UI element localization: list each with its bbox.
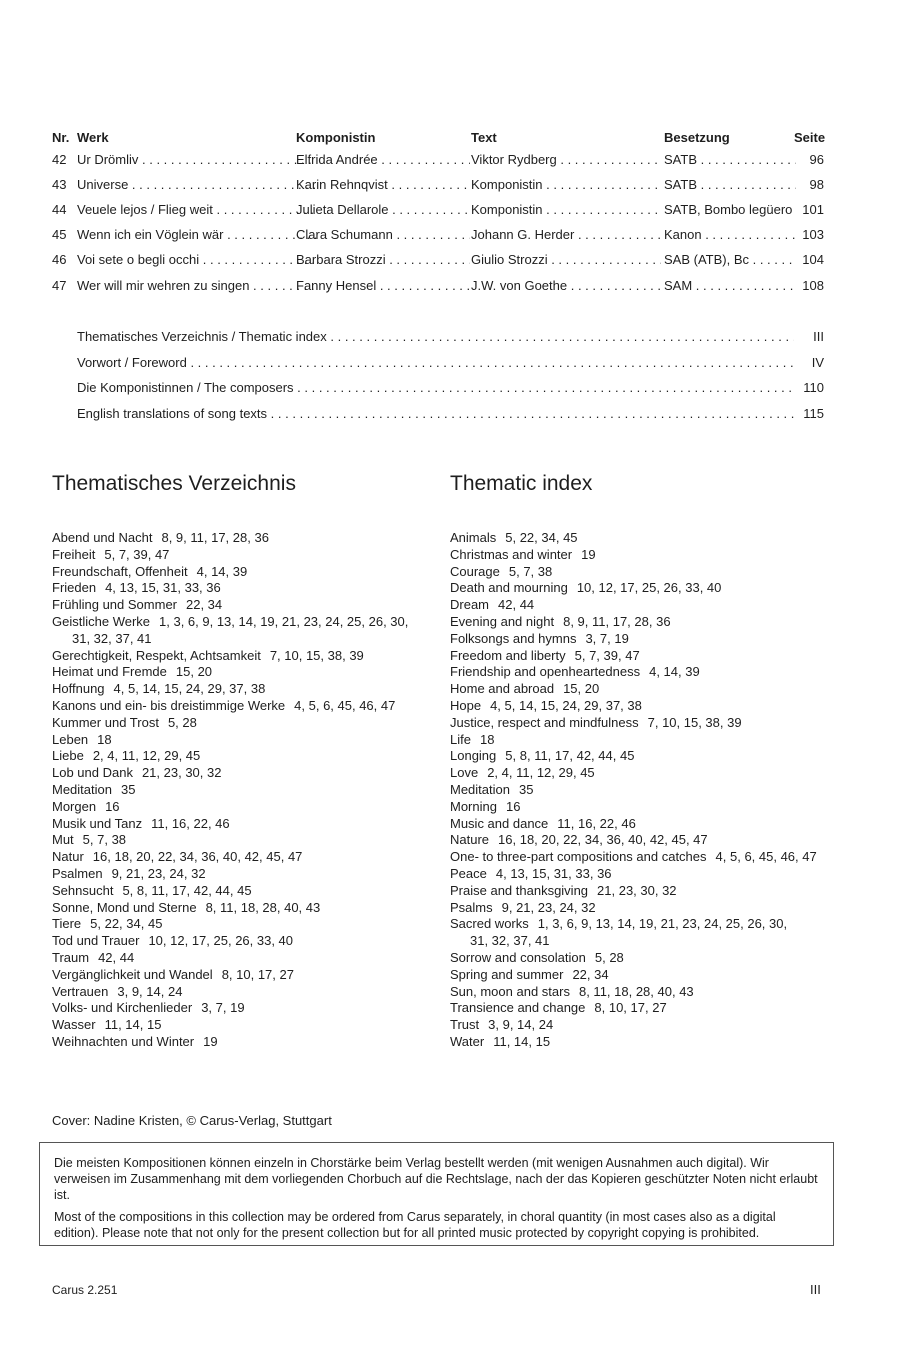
index-pages: 8, 10, 17, 27 bbox=[594, 1000, 667, 1016]
extra-label: English translations of song texts . . . bbox=[77, 405, 799, 423]
index-pages: 5, 22, 34, 45 bbox=[90, 916, 163, 932]
row-text: Johann G. Herder . . . bbox=[471, 226, 661, 244]
index-en-title: Thematic index bbox=[450, 472, 593, 495]
index-pages: 3, 9, 14, 24 bbox=[117, 983, 183, 999]
index-term: Morning bbox=[450, 798, 497, 814]
index-pages: 11, 14, 15 bbox=[493, 1033, 551, 1049]
index-entry bbox=[52, 832, 442, 849]
index-entry bbox=[450, 832, 840, 849]
index-pages: 5, 28 bbox=[594, 949, 624, 965]
index-de-list bbox=[52, 530, 442, 1051]
index-pages: 11, 14, 15 bbox=[104, 1017, 162, 1033]
extra-page: 115 bbox=[794, 405, 824, 423]
contents-extra-row bbox=[77, 328, 824, 348]
notice-de: Die meisten Kompositionen können einzeln in Chorstärke beim Verlag bestellt werden (mit wenigen Ausnahmen auch digital). Wir verweisen im Zusammenhang mit dem vorliegenden Chorbuch auf die Rechtslage, nach der das Kopieren geschützter Noten nicht erlaubt ist. bbox=[54, 1156, 818, 1202]
index-entry bbox=[450, 732, 840, 749]
row-seite: 101 bbox=[796, 201, 824, 219]
index-entry bbox=[52, 715, 442, 732]
index-pages: 35 bbox=[120, 781, 136, 797]
index-entry bbox=[52, 1017, 442, 1034]
index-term: Life bbox=[450, 731, 471, 747]
index-entry bbox=[450, 530, 840, 547]
header-text: Text bbox=[471, 130, 497, 145]
index-term: Meditation bbox=[450, 781, 510, 797]
index-term: Sorrow and consolation bbox=[450, 949, 586, 965]
row-nr: 46 bbox=[52, 252, 67, 267]
footer-catalog: Carus 2.251 bbox=[52, 1283, 118, 1297]
index-term: Freiheit bbox=[52, 546, 96, 562]
index-entry bbox=[450, 950, 840, 967]
index-entry bbox=[450, 715, 840, 732]
index-term: Friendship and openheartedness bbox=[450, 664, 641, 680]
index-term: Vertrauen bbox=[52, 983, 109, 999]
row-seite: 98 bbox=[796, 176, 824, 194]
index-entry bbox=[450, 1000, 840, 1017]
index-entry bbox=[52, 883, 442, 900]
index-pages: 35 bbox=[518, 781, 534, 797]
copyright-notice bbox=[39, 1142, 834, 1246]
index-entry bbox=[52, 916, 442, 933]
row-komponistin: Karin Rehnqvist . . . bbox=[296, 176, 470, 194]
index-pages-continued: 31, 32, 37, 41 bbox=[72, 630, 152, 646]
extra-page: III bbox=[794, 328, 824, 346]
index-pages: 5, 22, 34, 45 bbox=[505, 530, 578, 545]
index-pages: 4, 13, 15, 31, 33, 36 bbox=[105, 580, 221, 596]
index-pages: 11, 16, 22, 46 bbox=[557, 815, 636, 831]
index-entry bbox=[450, 748, 840, 765]
contents-row bbox=[52, 226, 824, 246]
index-term: Vergänglichkeit und Wandel bbox=[52, 966, 213, 982]
index-term: Gerechtigkeit, Respekt, Achtsamkeit bbox=[52, 647, 261, 663]
extra-label: Thematisches Verzeichnis / Thematic index . . . bbox=[77, 328, 799, 346]
index-term: Death and mourning bbox=[450, 580, 568, 596]
index-term: Meditation bbox=[52, 781, 112, 797]
index-entry bbox=[450, 614, 840, 631]
index-entry bbox=[450, 883, 840, 900]
row-komponistin: Clara Schumann . . . bbox=[296, 226, 470, 244]
index-pages: 16, 18, 20, 22, 34, 36, 40, 42, 45, 47 bbox=[92, 849, 303, 865]
index-entry bbox=[450, 866, 840, 883]
index-pages: 3, 7, 19 bbox=[201, 1000, 245, 1016]
index-entry bbox=[52, 967, 442, 984]
index-term: Folksongs and hymns bbox=[450, 630, 577, 646]
index-pages: 16 bbox=[105, 798, 120, 814]
row-nr: 44 bbox=[52, 202, 67, 217]
index-entry bbox=[52, 580, 442, 597]
index-pages: 7, 10, 15, 38, 39 bbox=[269, 647, 364, 663]
index-term: Music and dance bbox=[450, 815, 549, 831]
index-entry bbox=[450, 648, 840, 665]
index-term: Tiere bbox=[52, 916, 82, 932]
index-en-list bbox=[450, 530, 840, 1051]
index-pages: 9, 21, 23, 24, 32 bbox=[501, 899, 596, 915]
index-entry bbox=[52, 748, 442, 765]
header-komponistin: Komponistin bbox=[296, 130, 376, 145]
index-pages: 5, 7, 39, 47 bbox=[574, 647, 640, 663]
index-pages: 1, 3, 6, 9, 13, 14, 19, 21, 23, 24, 25, 26, 30, bbox=[159, 613, 409, 629]
index-term: Lob und Dank bbox=[52, 765, 133, 781]
index-term: Abend und Nacht bbox=[52, 530, 153, 545]
contents-extra-row bbox=[77, 354, 824, 374]
row-text: Komponistin . . . bbox=[471, 176, 661, 194]
extra-page: IV bbox=[794, 354, 824, 372]
index-pages: 3, 7, 19 bbox=[585, 630, 629, 646]
contents-row bbox=[52, 176, 824, 196]
index-term: Evening and night bbox=[450, 613, 555, 629]
notice-en: Most of the compositions in this collection may be ordered from Carus separately, in choral quantity (in most cases also as a digital edition). Please note that not only for the present collection but for all printed music protected by copyright copying is prohibited. bbox=[54, 1210, 776, 1240]
index-entry bbox=[52, 681, 442, 698]
header-besetzung: Besetzung bbox=[664, 130, 730, 145]
index-entry bbox=[450, 849, 840, 866]
row-nr: 42 bbox=[52, 152, 67, 167]
index-entry bbox=[450, 698, 840, 715]
index-term: Kanons und ein- bis dreistimmige Werke bbox=[52, 697, 286, 713]
index-pages: 4, 5, 6, 45, 46, 47 bbox=[715, 849, 817, 865]
index-term: Sun, moon and stars bbox=[450, 983, 570, 999]
index-term: Animals bbox=[450, 530, 497, 545]
index-pages: 19 bbox=[581, 546, 596, 562]
index-pages: 22, 34 bbox=[186, 597, 223, 613]
index-entry bbox=[52, 816, 442, 833]
index-entry bbox=[450, 799, 840, 816]
index-term: Weihnachten und Winter bbox=[52, 1033, 195, 1049]
contents-row bbox=[52, 201, 824, 221]
index-pages: 5, 8, 11, 17, 42, 44, 45 bbox=[505, 748, 635, 764]
contents-extra-row bbox=[77, 405, 824, 425]
row-komponistin: Julieta Dellarole . . . bbox=[296, 201, 470, 219]
row-werk: Wenn ich ein Vöglein wär . . . bbox=[77, 226, 317, 244]
index-pages: 3, 9, 14, 24 bbox=[488, 1017, 554, 1033]
index-term: Geistliche Werke bbox=[52, 613, 151, 629]
index-entry bbox=[52, 1000, 442, 1017]
index-term: Sonne, Mond und Sterne bbox=[52, 899, 197, 915]
index-term: Freundschaft, Offenheit bbox=[52, 563, 188, 579]
index-term: Leben bbox=[52, 731, 89, 747]
index-pages: 42, 44 bbox=[98, 949, 135, 965]
index-term: Hoffnung bbox=[52, 681, 105, 697]
footer-page-number: III bbox=[810, 1282, 821, 1297]
index-pages: 11, 16, 22, 46 bbox=[151, 815, 230, 831]
index-term: Psalms bbox=[450, 899, 493, 915]
index-term: Volks- und Kirchenlieder bbox=[52, 1000, 193, 1016]
row-seite: 108 bbox=[796, 277, 824, 295]
row-besetzung: SATB, Bombo legüero bbox=[664, 202, 793, 217]
index-entry bbox=[450, 900, 840, 917]
row-seite: 96 bbox=[796, 151, 824, 169]
index-pages: 18 bbox=[97, 731, 112, 747]
index-pages: 4, 14, 39 bbox=[649, 664, 700, 680]
index-entry bbox=[450, 967, 840, 984]
row-nr: 43 bbox=[52, 177, 67, 192]
extra-label: Die Komponistinnen / The composers . . . bbox=[77, 379, 799, 397]
row-werk: Voi sete o begli occhi . . . bbox=[77, 251, 317, 269]
row-text: J.W. von Goethe . . . bbox=[471, 277, 661, 295]
index-entry bbox=[52, 547, 442, 564]
index-entry bbox=[52, 782, 442, 799]
index-term: Frühling und Sommer bbox=[52, 597, 177, 613]
row-text: Komponistin . . . bbox=[471, 201, 661, 219]
index-pages: 10, 12, 17, 25, 26, 33, 40 bbox=[576, 580, 722, 596]
index-term: Peace bbox=[450, 865, 487, 881]
index-term: Traum bbox=[52, 949, 90, 965]
row-text: Viktor Rydberg . . . bbox=[471, 151, 661, 169]
extra-label: Vorwort / Foreword . . . bbox=[77, 354, 799, 372]
cover-credit: Cover: Nadine Kristen, © Carus-Verlag, Stuttgart bbox=[52, 1113, 332, 1128]
index-pages: 9, 21, 23, 24, 32 bbox=[111, 865, 206, 881]
index-term: Mut bbox=[52, 832, 74, 848]
index-pages: 21, 23, 30, 32 bbox=[141, 765, 222, 781]
index-pages: 5, 28 bbox=[167, 714, 197, 730]
index-term: Dream bbox=[450, 597, 490, 613]
index-pages: 4, 5, 14, 15, 24, 29, 37, 38 bbox=[490, 697, 642, 713]
index-pages: 5, 7, 38 bbox=[508, 563, 553, 579]
index-term: Justice, respect and mindfulness bbox=[450, 714, 639, 730]
index-pages: 4, 5, 14, 15, 24, 29, 37, 38 bbox=[113, 681, 266, 697]
index-term: Nature bbox=[450, 832, 490, 848]
row-besetzung: Kanon . . . bbox=[664, 226, 796, 244]
row-besetzung: SAB (ATB), Bc . . . bbox=[664, 251, 796, 269]
index-pages: 4, 13, 15, 31, 33, 36 bbox=[495, 865, 612, 881]
index-term: Kummer und Trost bbox=[52, 714, 159, 730]
index-pages: 2, 4, 11, 12, 29, 45 bbox=[92, 748, 201, 764]
index-term: Home and abroad bbox=[450, 681, 555, 697]
row-seite: 104 bbox=[796, 251, 824, 269]
index-pages: 22, 34 bbox=[572, 966, 609, 982]
index-term: Hope bbox=[450, 697, 482, 713]
index-entry bbox=[52, 564, 442, 581]
index-term: Praise and thanksgiving bbox=[450, 882, 589, 898]
index-pages: 16, 18, 20, 22, 34, 36, 40, 42, 45, 47 bbox=[498, 832, 708, 848]
index-term: One- to three-part compositions and catches bbox=[450, 849, 707, 865]
index-entry bbox=[450, 782, 840, 799]
row-werk: Veuele lejos / Flieg weit . . . bbox=[77, 201, 317, 219]
index-term: Freedom and liberty bbox=[450, 647, 566, 663]
index-entry bbox=[52, 984, 442, 1001]
index-term: Wasser bbox=[52, 1017, 96, 1033]
index-pages: 8, 9, 11, 17, 28, 36 bbox=[563, 613, 671, 629]
index-entry bbox=[450, 984, 840, 1001]
row-besetzung: SAM . . . bbox=[664, 277, 796, 295]
row-nr: 45 bbox=[52, 227, 67, 242]
index-term: Morgen bbox=[52, 798, 97, 814]
index-pages-continued: 31, 32, 37, 41 bbox=[470, 933, 550, 949]
contents-row bbox=[52, 277, 824, 297]
index-entry bbox=[450, 1034, 840, 1051]
index-pages: 2, 4, 11, 12, 29, 45 bbox=[487, 765, 595, 781]
row-text: Giulio Strozzi . . . bbox=[471, 251, 661, 269]
index-entry bbox=[450, 631, 840, 648]
index-entry bbox=[450, 681, 840, 698]
index-term: Sacred works bbox=[450, 916, 529, 932]
index-pages: 5, 7, 39, 47 bbox=[104, 546, 170, 562]
index-entry bbox=[52, 732, 442, 749]
index-pages: 8, 10, 17, 27 bbox=[221, 966, 294, 982]
index-term: Spring and summer bbox=[450, 966, 564, 982]
index-pages: 4, 5, 6, 45, 46, 47 bbox=[294, 697, 396, 713]
row-werk: Ur Drömliv . . . bbox=[77, 151, 317, 169]
index-de-title: Thematisches Verzeichnis bbox=[52, 472, 296, 495]
index-term: Psalmen bbox=[52, 865, 103, 881]
header-werk: Werk bbox=[77, 130, 109, 145]
index-entry bbox=[52, 530, 442, 547]
row-werk: Wer will mir wehren zu singen . . . bbox=[77, 277, 317, 295]
row-seite: 103 bbox=[796, 226, 824, 244]
index-pages: 16 bbox=[505, 798, 521, 814]
contents-row bbox=[52, 151, 824, 171]
row-besetzung: SATB . . . bbox=[664, 151, 796, 169]
index-term: Heimat und Fremde bbox=[52, 664, 167, 680]
index-entry bbox=[450, 1017, 840, 1034]
index-entry bbox=[52, 1034, 442, 1051]
row-komponistin: Fanny Hensel . . . bbox=[296, 277, 470, 295]
row-komponistin: Elfrida Andrée . . . bbox=[296, 151, 470, 169]
index-term: Tod und Trauer bbox=[52, 933, 140, 949]
index-entry bbox=[52, 849, 442, 866]
index-pages: 15, 20 bbox=[175, 664, 213, 680]
index-entry bbox=[450, 765, 840, 782]
index-entry bbox=[52, 933, 442, 950]
extra-page: 110 bbox=[794, 379, 824, 397]
row-werk: Universe . . . bbox=[77, 176, 317, 194]
index-pages: 1, 3, 6, 9, 13, 14, 19, 21, 23, 24, 25, 26, 30, bbox=[537, 916, 788, 932]
index-entry bbox=[52, 648, 442, 665]
index-entry bbox=[52, 799, 442, 816]
index-term: Natur bbox=[52, 849, 84, 865]
index-pages: 8, 11, 18, 28, 40, 43 bbox=[578, 983, 694, 999]
index-pages: 19 bbox=[203, 1033, 218, 1049]
index-term: Water bbox=[450, 1033, 485, 1049]
index-term: Christmas and winter bbox=[450, 546, 573, 562]
index-pages: 8, 9, 11, 17, 28, 36 bbox=[161, 530, 269, 545]
index-pages: 15, 20 bbox=[563, 681, 600, 697]
index-term: Liebe bbox=[52, 748, 84, 764]
index-entry bbox=[52, 664, 442, 681]
index-pages: 10, 12, 17, 25, 26, 33, 40 bbox=[148, 933, 294, 949]
index-term: Transience and change bbox=[450, 1000, 586, 1016]
index-term: Longing bbox=[450, 748, 497, 764]
index-entry bbox=[52, 597, 442, 614]
index-pages: 7, 10, 15, 38, 39 bbox=[647, 714, 742, 730]
index-entry bbox=[450, 580, 840, 597]
index-entry bbox=[52, 950, 442, 967]
index-pages: 18 bbox=[479, 731, 495, 747]
index-pages: 5, 8, 11, 17, 42, 44, 45 bbox=[122, 882, 252, 898]
index-term: Sehnsucht bbox=[52, 882, 114, 898]
index-entry bbox=[52, 900, 442, 917]
index-entry bbox=[52, 765, 442, 782]
index-term: Courage bbox=[450, 563, 500, 579]
index-term: Trust bbox=[450, 1017, 480, 1033]
index-term: Frieden bbox=[52, 580, 97, 596]
index-term: Love bbox=[450, 765, 479, 781]
index-term: Musik und Tanz bbox=[52, 815, 143, 831]
index-pages: 21, 23, 30, 32 bbox=[597, 882, 677, 898]
index-entry bbox=[450, 564, 840, 581]
index-pages: 5, 7, 38 bbox=[82, 832, 127, 848]
index-entry bbox=[450, 597, 840, 614]
index-entry bbox=[52, 698, 442, 715]
header-nr: Nr. bbox=[52, 130, 70, 145]
contents-extra-row bbox=[77, 379, 824, 399]
index-entry bbox=[52, 614, 442, 631]
index-entry bbox=[450, 664, 840, 681]
index-entry bbox=[450, 816, 840, 833]
index-entry bbox=[450, 547, 840, 564]
row-besetzung: SATB . . . bbox=[664, 176, 796, 194]
index-pages: 42, 44 bbox=[498, 597, 535, 613]
index-entry bbox=[450, 916, 840, 933]
contents-row bbox=[52, 251, 824, 271]
row-nr: 47 bbox=[52, 278, 67, 293]
index-pages: 8, 11, 18, 28, 40, 43 bbox=[205, 899, 321, 915]
index-entry bbox=[52, 866, 442, 883]
index-pages: 4, 14, 39 bbox=[196, 563, 248, 579]
header-seite: Seite bbox=[794, 130, 826, 145]
row-komponistin: Barbara Strozzi . . . bbox=[296, 251, 470, 269]
